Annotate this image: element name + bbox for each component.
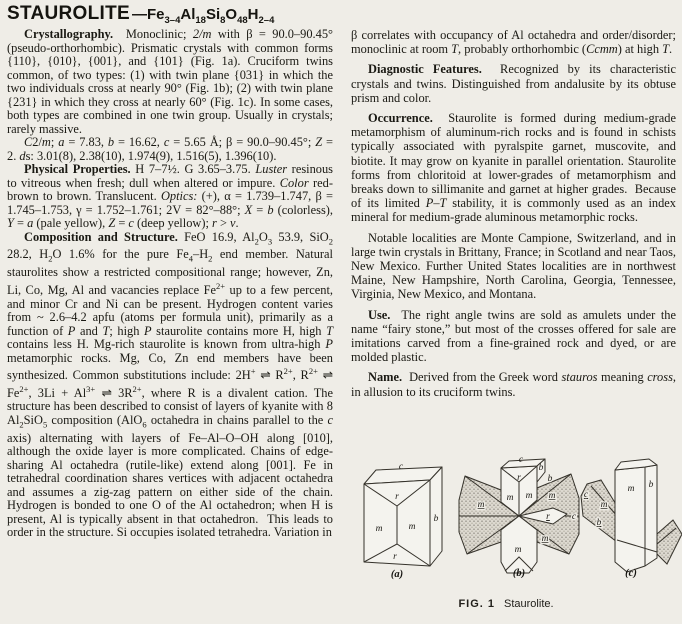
- figure-caption: [361, 598, 651, 610]
- face-label-m: m: [477, 500, 485, 510]
- face-label-r: r: [546, 512, 550, 522]
- face-label-c: c: [583, 490, 589, 500]
- figure-caption-label: FIG. 1: [458, 598, 496, 610]
- face-label-b: b: [547, 474, 553, 484]
- paragraph-name: Name. Derived from the Greek word stauros meaning cross, in allusion to its cruciform twins.: [351, 370, 676, 399]
- paragraph-continuation: β correlates with occupancy of Al octahedra and order/disorder; monoclinic at room T, probably orthorhombic (Ccmm) at high T.: [351, 28, 676, 57]
- face-label-m: m: [514, 545, 522, 555]
- face-label-b: b: [538, 463, 544, 473]
- paragraph-occurrence: Occurrence. Staurolite is formed during medium-grade metamorphism of aluminum-rich rocks and is found in schists typically associated with pyralspite garnet, muscovite, and biotite. It may grow on kyanite in parallel orientation. Staurolite forms from chloritoid at lower-grades of metamorphism and breaks down to sillimanite and garnet at higher grades. Because of its limited P–T stability, it is commonly used as an index mineral for medium-grade aluminous metamorphic rocks.: [351, 111, 676, 225]
- paragraph-cell-data: C2/m; a = 7.83, b = 16.62, c = 5.65 Å; β = 90.0–90.45°; Z = 2. ds: 3.01(8), 2.38(10), 1.974(9), 1.516(5), 1.396(10).: [7, 135, 334, 163]
- face-label-m: m: [627, 484, 635, 494]
- subfigure-label-a: (a): [390, 569, 404, 580]
- face-label-c: c: [571, 512, 577, 522]
- paragraph-localities: Notable localities are Monte Campione, Switzerland, and in large twin crystals in Brittany, France; in Scotland and near Taos, New Mexico. Further United States localities are in northwest Maine, New Hampshire, North Carolina, Georgia, Tennessee, Virginia, New Mexico, and Montana.: [351, 230, 676, 302]
- face-label-b: b: [648, 480, 654, 490]
- face-label-b: b: [433, 514, 439, 524]
- face-label-r: r: [517, 473, 521, 483]
- paragraph-diagnostic-features: Diagnostic Features. Recognized by its characteristic crystals and twins. Distinguished from andalusite by its obtuse prism and color.: [351, 62, 676, 105]
- face-label-m: m: [375, 524, 383, 534]
- mineral-formula: $—Fe_{3-4}Al_{18}Si_8O_{48}H_{2-4}$: [131, 6, 275, 26]
- paragraph-use: Use. The right angle twins are sold as amulets under the name “fairy stone,” but most of the crosses offered for sale are imitations carved from a fine-grained rock and dyed, or are molded plastic.: [351, 307, 676, 365]
- face-label-m: m: [525, 491, 533, 501]
- face-label-r: r: [395, 492, 399, 502]
- twin-arm-lower-right: [657, 520, 682, 564]
- page-title: [7, 3, 274, 26]
- subfigure-label-b: (b): [512, 568, 526, 578]
- face-label-m: m: [506, 493, 514, 503]
- figure-1: [351, 456, 682, 621]
- paragraph-physical-properties: Physical Properties. H 7–7½. G 3.65–3.75. Luster resinous to vitreous when fresh; dull when altered or impure. Color red-brown to brown. Translucent. Optics: (+), α = 1.739–1.747, β = 1.745–1.753, γ = 1.752–1.761; 2V = 82°–88°; X = b (colorless), Y = a (pale yellow), Z = c (deep yellow); r > v.: [7, 162, 334, 230]
- face-label-b: b: [596, 518, 602, 528]
- subfigure-label-c: (c): [625, 568, 637, 578]
- face-label-r: r: [393, 552, 397, 562]
- crystal-drawing-b: [457, 456, 582, 578]
- face-label-m: m: [600, 500, 608, 510]
- paragraph-composition-structure: Composition and Structure. FeO 16.9, $Al_2O_3$ 53.9, SiO$_2$ 28.2, $H_2O$ 1.6% for the pure $Fe_4-H_2$ end member. Natural staurolites show a restricted compositional range; however, Zn, Li, Co, Mg, Al and vacancies replace $Fe^{2+}$ up to a few percent, and minor Cr and Ni can be present. Hydrogen content varies from ~ 2.6–4.2 apfu (atoms per formula unit), primarily as a function of P and T; high P staurolite contains more H, high T contains less H. Mg-rich staurolite is known from ultra-high P metamorphic rocks. Mg, Co, Zn end members have been synthesized. Common substitutions include: 2H+ ⇌ $R^{2+}$, $R^{2+}$ ⇌ $Fe^{2+}$, $3Li + Al^{3+}$ ⇌ $3R^{2+}$, where R is a divalent cation. The structure has been described to consist of layers of kyanite with 8 $Al_2SiO_5$ composition (AlO$_6$ octahedra in chains parallel to the c axis) alternating with layers of Fe–Al–O–OH along [010], although the oxide layer is more complicated. Chains of edge-sharing Al octahedra (rutile-like) extend along [001]. Fe in tetrahedral coordination shares vertices with adjacent octahedra and assumes a zig-zag pattern on either side of the chain. Hydrogen is bonded to one O of the Al octahedron; when H is present, Al is typically absent in that octahedron. This leads to order in the structure. Si occupies isolated tetrahedra. Variation in: [7, 229, 334, 540]
- face-label-m: m: [548, 491, 556, 501]
- left-column: [7, 28, 333, 540]
- face-label-c: c: [518, 456, 524, 465]
- face-label-c: c: [398, 462, 404, 472]
- figure-caption-title: Staurolite.: [504, 598, 554, 610]
- mineral-name: STAUROLITE: [7, 3, 130, 24]
- paragraph-crystallography: Crystallography. Monoclinic; 2/m with β = 90.0–90.45° (pseudo-orthorhombic). Prismatic crystals with common forms {110}, {010}, {001}, and {101} (Fig. 1a). Cruciform twins common, of two types: (1) with twin plane {031} in which the two individuals cross at nearly 90° (Fig. 1b); (2) with twin plane {231} in which they cross at nearly 60° (Fig. 1c). In some cases, both types are combined in one twin group. Usually in crystals; rarely massive.: [7, 27, 333, 136]
- crystal-drawing-a: [354, 458, 454, 580]
- face-label-m: m: [408, 522, 416, 532]
- crystal-drawing-c: [579, 456, 682, 578]
- face-label-m: m: [541, 534, 549, 544]
- right-column: [351, 28, 676, 399]
